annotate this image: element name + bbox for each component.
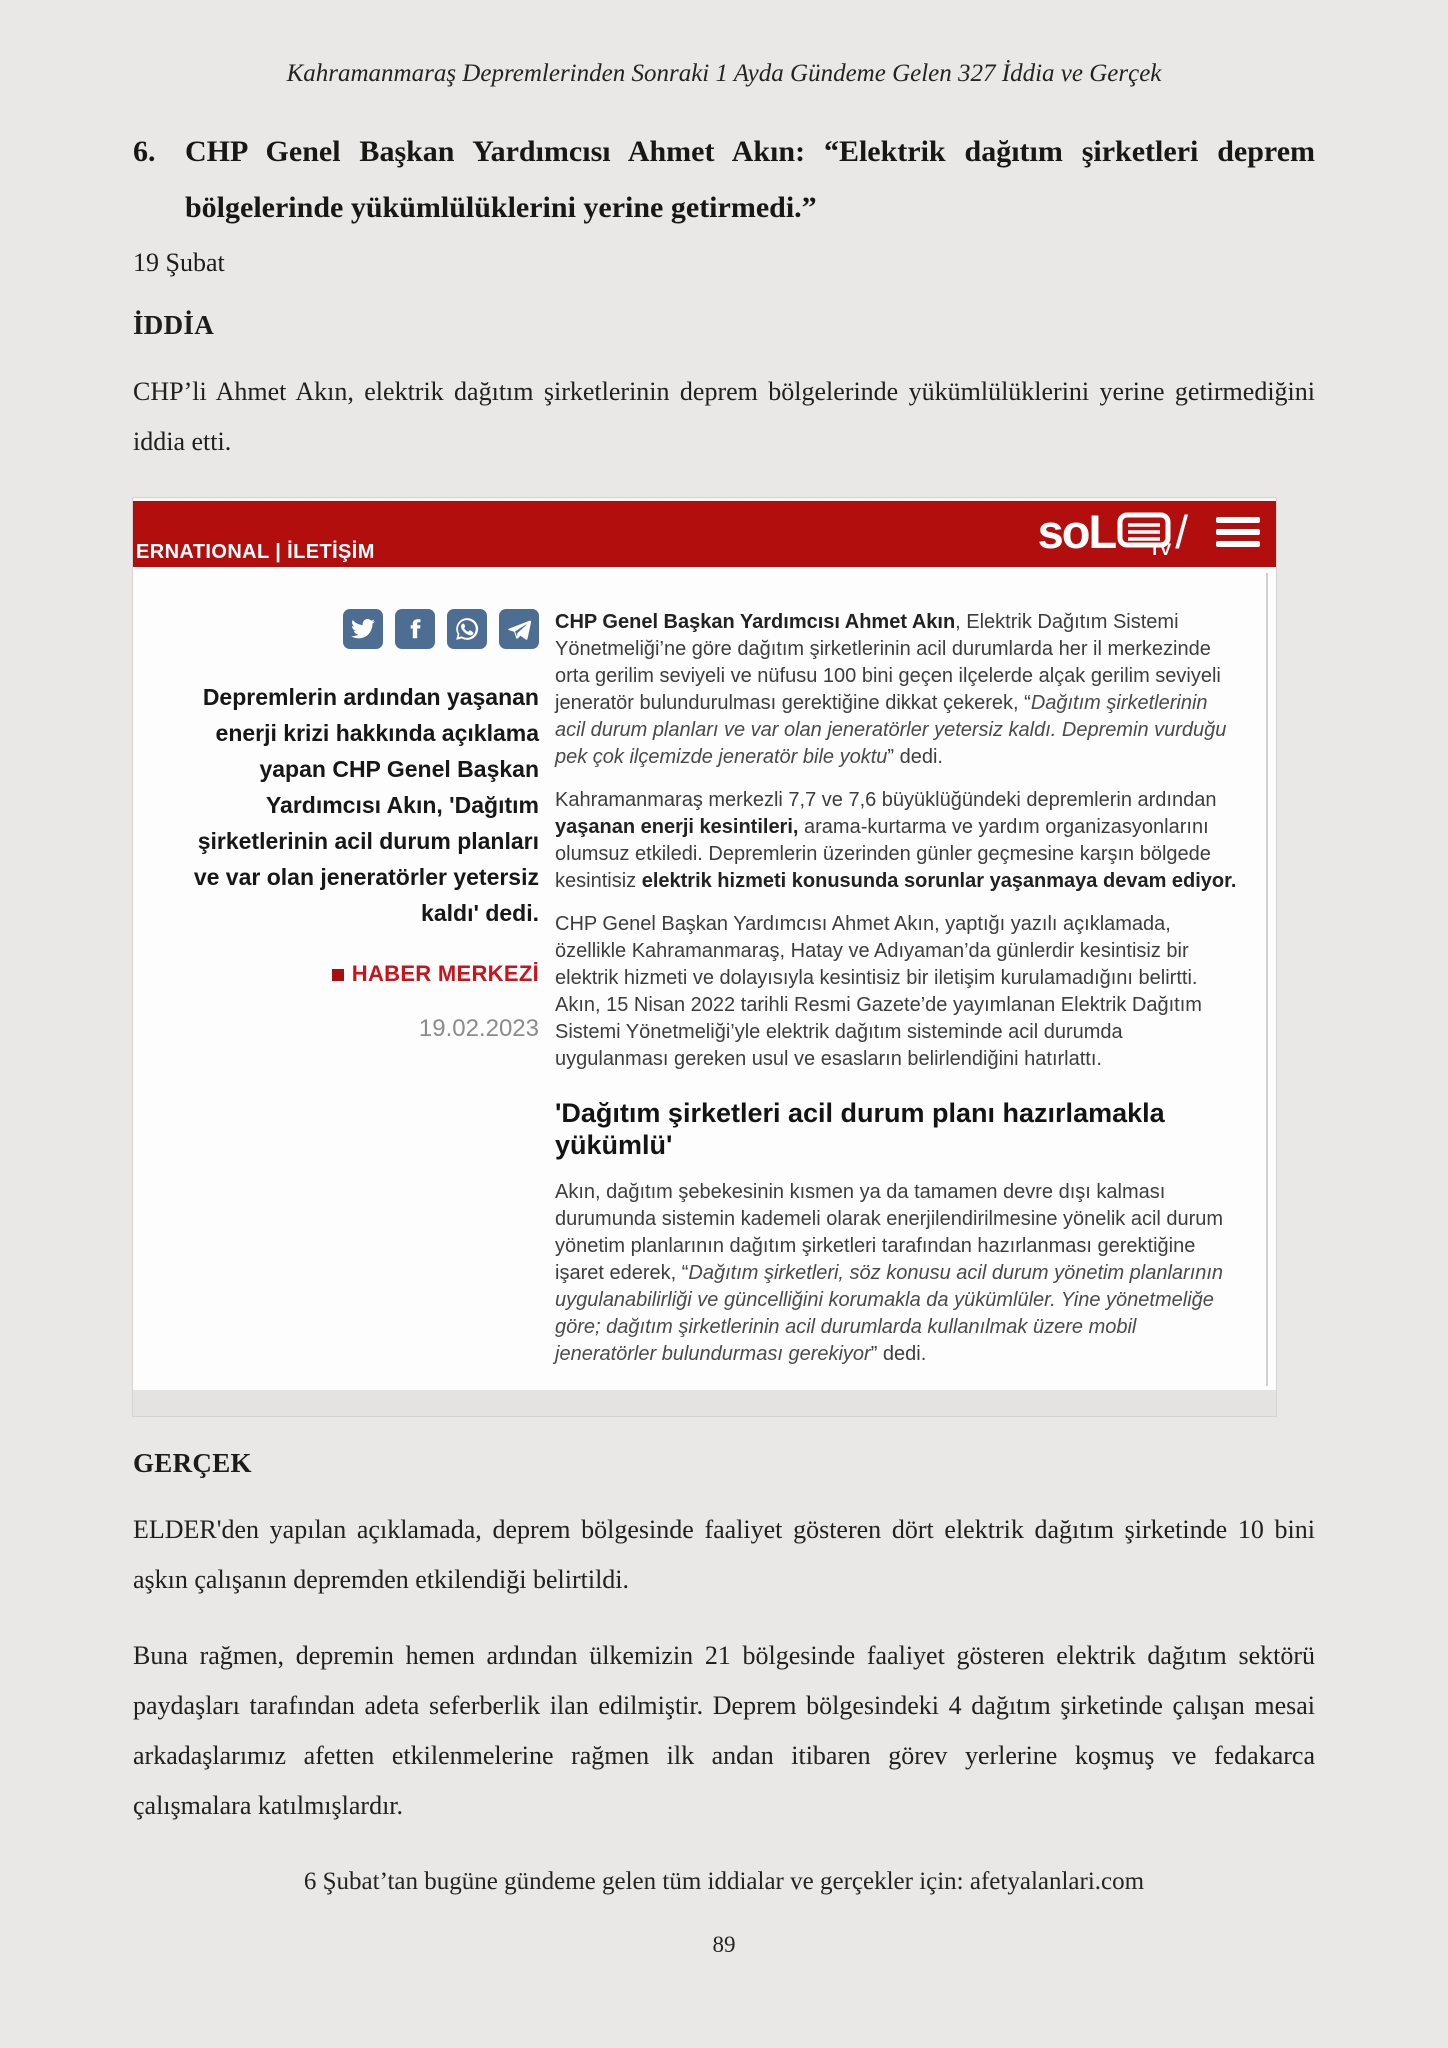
screenshot-footer-strip xyxy=(133,1390,1276,1416)
gercek-label: GERÇEK xyxy=(133,1448,252,1479)
news-body xyxy=(133,567,1276,1384)
gercek-paragraph-1: ELDER'den yapılan açıklamada, deprem bölgesinde faaliyet gösteren dört elektrik dağıtım şirketinde 10 bini aşkın çalışanın depremden etkilendiği belirtildi. xyxy=(133,1515,1315,1595)
twitter-icon[interactable] xyxy=(343,609,383,649)
claim-heading-text: CHP Genel Başkan Yardımcısı Ahmet Akın: “Elektrik dağıtım şirketleri deprem bölgelerinde yükümlülüklerini yerine getirmedi.” xyxy=(185,135,1315,224)
footer-note: 6 Şubat’tan bugüne gündeme gelen tüm iddialar ve gerçekler için: afetyalanlari.com xyxy=(303,1868,1145,1895)
news-screenshot xyxy=(133,498,1276,1416)
whatsapp-icon[interactable] xyxy=(447,609,487,649)
byline xyxy=(167,961,539,987)
article-paragraph-1: CHP Genel Başkan Yardımcısı Ahmet Akın, Elektrik Dağıtım Sistemi Yönetmeliği’ne göre dağıtım şirketlerinin acil durumlarda her il merkezinde orta gerilim seviyeli ve nüfusu 100 bini geçen ilçelerde alçak gerilim seviyeli jeneratör bulundurulması gerektiğine dikkat çekerek, “Dağıtım şirketlerinin acil durum planları ve var olan jeneratörler yetersiz kaldı. Depremin vurduğu pek çok ilçemizde jeneratör bile yoktu” dedi. xyxy=(555,611,1227,769)
soltv-logo[interactable] xyxy=(1037,505,1188,560)
news-right-column xyxy=(555,609,1240,1384)
article-date: 19.02.2023 xyxy=(418,1015,539,1043)
article-paragraph-2: Kahramanmaraş merkezli 7,7 ve 7,6 büyüklüğündeki depremlerin ardından yaşanan enerji kesintileri, arama-kurtarma ve yardım organizasyonlarını olumsuz etkiledi. Depremlerin üzerinden günler geçmesine karşın bölgede kesintisiz elektrik hizmeti konusunda sorunlar yaşanmaya devam ediyor. xyxy=(555,789,1237,893)
news-top-bar xyxy=(133,501,1276,567)
article-subheading: 'Dağıtım şirketleri acil durum planı hazırlamakla yükümlü' xyxy=(555,1098,1165,1161)
menu-icon[interactable] xyxy=(1216,517,1260,553)
gercek-paragraph-2: Buna rağmen, depremin hemen ardından ülkemizin 21 bölgesinde faaliyet gösteren elektrik dağıtım sektörü paydaşları tarafından adeta seferberlik ilan edilmiştir. Deprem bölgesindeki 4 dağıtım şirketinde çalışan mesai arkadaşlarımız afetten etkilenmelerine rağmen ilk andan itibaren görev yerlerine koşmuş ve fedakarca çalışmalara katılmışlardır. xyxy=(133,1641,1315,1820)
claim-date: 19 Şubat xyxy=(133,247,225,277)
news-left-column xyxy=(167,609,539,1384)
social-share-row xyxy=(167,609,539,649)
article-paragraph-3: CHP Genel Başkan Yardımcısı Ahmet Akın, yaptığı yazılı açıklamada, özellikle Kahramanmaraş, Hatay ve Adıyaman’da günlerdir kesintisiz bir elektrik hizmeti ve dolayısıyla kesintisiz bir iletişim kurulamadığını belirtti. Akın, 15 Nisan 2022 tarihli Resmi Gazete’de yayımlanan Elektrik Dağıtım Sistemi Yönetmeliği’yle elektrik dağıtım sisteminde acil durumda uygulanması gereken usul ve esasların belirlendiğini hatırlattı. xyxy=(555,913,1202,1071)
tv-icon xyxy=(1117,510,1173,558)
article-paragraph-4: Akın, dağıtım şebekesinin kısmen ya da tamamen devre dışı kalması durumunda sistemin kademeli olarak enerjilendirilmesine yönelik acil durum yönetim planlarının dağıtım şirketleri tarafından hazırlanması gerektiğine işaret ederek, “Dağıtım şirketleri, söz konusu acil durum yönetim planlarının uygulanabilirliği ve güncelliğini korumakla da yükümlüler. Yine yönetmeliğe göre; dağıtım şirketlerinin acil durumlarda kullanılmak üzere mobil jeneratörler bulundurması gerekiyor” dedi. xyxy=(555,1181,1224,1366)
page-number: 89 xyxy=(712,1932,736,1957)
running-header: Kahramanmaraş Depremlerinden Sonraki 1 Ayda Gündeme Gelen 327 İddia ve Gerçek xyxy=(286,60,1162,87)
logo-slash: / xyxy=(1175,506,1188,559)
iddia-label: İDDİA xyxy=(133,309,215,340)
tv-label: TV xyxy=(1149,540,1172,560)
iddia-paragraph: CHP’li Ahmet Akın, elektrik dağıtım şirketlerinin deprem bölgelerinde yükümlülüklerini yerine getirmediğini iddia etti. xyxy=(133,376,1315,456)
claim-heading xyxy=(133,124,1315,236)
nav-links[interactable]: ERNATIONAL | İLETİŞİM xyxy=(136,541,375,564)
logo-text: soL xyxy=(1037,505,1116,559)
screenshot-edge-line xyxy=(1266,573,1268,1386)
facebook-icon[interactable] xyxy=(395,609,435,649)
byline-bullet xyxy=(332,969,344,981)
claim-number: 6. xyxy=(133,135,156,168)
telegram-icon[interactable] xyxy=(499,609,539,649)
article-lede: Depremlerin ardından yaşanan enerji krizi hakkında açıklama yapan CHP Genel Başkan Yardımcısı Akın, 'Dağıtım şirketlerinin acil durum planları ve var olan jeneratörler yetersiz kaldı' dedi. xyxy=(193,684,539,927)
byline-label: HABER MERKEZİ xyxy=(351,961,539,987)
